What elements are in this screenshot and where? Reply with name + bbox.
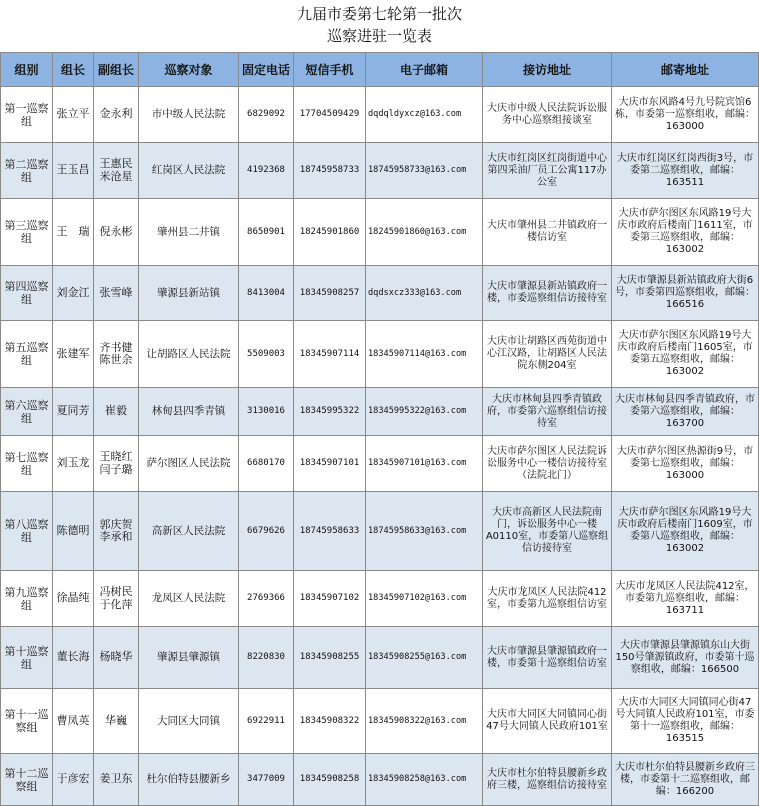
col-header-leader: 组长 bbox=[53, 53, 94, 87]
title-block bbox=[0, 0, 759, 52]
email-cell[interactable]: 18745958733@163.com bbox=[366, 143, 483, 199]
table-row bbox=[1, 199, 759, 266]
table-row bbox=[1, 492, 759, 571]
phone-cell: 6679626 bbox=[239, 492, 294, 571]
page-subtitle: 巡察进驻一览表 bbox=[326, 27, 432, 45]
target-cell: 杜尔伯特县腰新乡 bbox=[139, 754, 239, 806]
visit-address-cell: 大庆市杜尔伯特县腰新乡政府三楼，巡察组信访接待室 bbox=[483, 754, 612, 806]
group-cell: 第六巡察组 bbox=[1, 388, 53, 436]
leader-cell: 王玉昌 bbox=[53, 143, 94, 199]
email-cell[interactable]: 18345995322@163.com bbox=[366, 388, 483, 436]
leader-cell: 张立平 bbox=[53, 87, 94, 143]
target-cell: 肇州县二井镇 bbox=[139, 199, 239, 266]
visit-address-cell: 大庆市林甸县四季青镇政府，市委第六巡察组信访接待室 bbox=[483, 388, 612, 436]
phone-cell: 2769366 bbox=[239, 571, 294, 627]
group-cell: 第二巡察组 bbox=[1, 143, 53, 199]
target-cell: 林甸县四季青镇 bbox=[139, 388, 239, 436]
target-cell: 肇源县肇源镇 bbox=[139, 627, 239, 689]
deputy-cell: 姜卫东 bbox=[94, 754, 139, 806]
deputy-cell: 华巍 bbox=[94, 689, 139, 754]
mobile-cell: 18745958633 bbox=[294, 492, 366, 571]
visit-address-cell: 大庆市龙凤区人民法院412室，市委第九巡察组信访室 bbox=[483, 571, 612, 627]
leader-cell: 刘金江 bbox=[53, 266, 94, 321]
phone-cell: 6680170 bbox=[239, 436, 294, 492]
leader-cell: 董长海 bbox=[53, 627, 94, 689]
mobile-cell: 18345908258 bbox=[294, 754, 366, 806]
phone-cell: 6829092 bbox=[239, 87, 294, 143]
visit-address-cell: 大庆市肇源县新站镇政府一楼，市委巡察组信访接待室 bbox=[483, 266, 612, 321]
email-cell[interactable]: 18345907102@163.com bbox=[366, 571, 483, 627]
phone-cell: 8650901 bbox=[239, 199, 294, 266]
inspection-table bbox=[0, 52, 759, 806]
leader-cell: 刘玉龙 bbox=[53, 436, 94, 492]
phone-cell: 3130016 bbox=[239, 388, 294, 436]
visit-address-cell: 大庆市萨尔图区人民法院诉讼服务中心一楼信访接待室（法院北门） bbox=[483, 436, 612, 492]
table-row bbox=[1, 388, 759, 436]
phone-cell: 5509003 bbox=[239, 321, 294, 388]
deputy-cell: 倪永彬 bbox=[94, 199, 139, 266]
leader-cell: 曹凤英 bbox=[53, 689, 94, 754]
email-cell[interactable]: dqdsxcz333@163.com bbox=[366, 266, 483, 321]
email-cell[interactable]: dqdqldyxcz@163.com bbox=[366, 87, 483, 143]
target-cell: 大同区大同镇 bbox=[139, 689, 239, 754]
leader-cell: 夏同芳 bbox=[53, 388, 94, 436]
group-cell: 第十一巡察组 bbox=[1, 689, 53, 754]
leader-cell: 陈德明 bbox=[53, 492, 94, 571]
mobile-cell: 18345995322 bbox=[294, 388, 366, 436]
leader-cell: 于彦宏 bbox=[53, 754, 94, 806]
target-cell: 萨尔图区人民法院 bbox=[139, 436, 239, 492]
email-cell[interactable]: 18245901860@163.com bbox=[366, 199, 483, 266]
table-row bbox=[1, 571, 759, 627]
page-title: 九届市委第七轮第一批次 bbox=[296, 5, 462, 23]
visit-address-cell: 大庆市高新区人民法院南门，诉讼服务中心一楼A0110室，市委第八巡察组信访接待室 bbox=[483, 492, 612, 571]
visit-address-cell: 大庆市中级人民法院诉讼服务中心巡察组接谈室 bbox=[483, 87, 612, 143]
table-row bbox=[1, 436, 759, 492]
table-row bbox=[1, 754, 759, 806]
deputy-cell: 王惠民米沧星 bbox=[94, 143, 139, 199]
mail-address-cell: 大庆市大同区大同镇同心街47号大同镇人民政府101室，市委第十一巡察组收，邮编：163515 bbox=[612, 689, 759, 754]
table-row bbox=[1, 689, 759, 754]
group-cell: 第五巡察组 bbox=[1, 321, 53, 388]
col-header-mail-address: 邮寄地址 bbox=[612, 53, 759, 87]
deputy-cell: 张雪峰 bbox=[94, 266, 139, 321]
leader-cell: 张建军 bbox=[53, 321, 94, 388]
group-cell: 第十巡察组 bbox=[1, 627, 53, 689]
mobile-cell: 18345907114 bbox=[294, 321, 366, 388]
mobile-cell: 18345908255 bbox=[294, 627, 366, 689]
col-header-mobile: 短信手机 bbox=[294, 53, 366, 87]
leader-cell: 徐晶纯 bbox=[53, 571, 94, 627]
mail-address-cell: 大庆市萨尔图区东风路19号大庆市政府后楼南门1609室，市委第八巡察组收，邮编：163002 bbox=[612, 492, 759, 571]
group-cell: 第八巡察组 bbox=[1, 492, 53, 571]
mobile-cell: 17704509429 bbox=[294, 87, 366, 143]
phone-cell: 4192368 bbox=[239, 143, 294, 199]
deputy-cell: 崔毅 bbox=[94, 388, 139, 436]
email-cell[interactable]: 18345908258@163.com bbox=[366, 754, 483, 806]
col-header-phone: 固定电话 bbox=[239, 53, 294, 87]
table-row bbox=[1, 143, 759, 199]
email-cell[interactable]: 18345907101@163.com bbox=[366, 436, 483, 492]
mail-address-cell: 大庆市萨尔图区东风路19号大庆市政府后楼南门1611室，市委第三巡察组收，邮编：163002 bbox=[612, 199, 759, 266]
col-header-target: 巡察对象 bbox=[139, 53, 239, 87]
mail-address-cell: 大庆市林甸县四季青镇政府，市委第六巡察组收，邮编：163700 bbox=[612, 388, 759, 436]
mail-address-cell: 大庆市肇源县肇源镇东山大街150号肇源镇政府，市委第十巡察组收，邮编：166500 bbox=[612, 627, 759, 689]
col-header-visit-address: 接访地址 bbox=[483, 53, 612, 87]
group-cell: 第九巡察组 bbox=[1, 571, 53, 627]
email-cell[interactable]: 18345908255@163.com bbox=[366, 627, 483, 689]
mail-address-cell: 大庆市龙凤区人民法院412室，市委第九巡察组收，邮编：163711 bbox=[612, 571, 759, 627]
mail-address-cell: 大庆市肇源县新站镇政府大街6号，市委第四巡察组收，邮编：166516 bbox=[612, 266, 759, 321]
mobile-cell: 18345908257 bbox=[294, 266, 366, 321]
col-header-deputy: 副组长 bbox=[94, 53, 139, 87]
mobile-cell: 18345908322 bbox=[294, 689, 366, 754]
deputy-cell: 金永利 bbox=[94, 87, 139, 143]
table-row bbox=[1, 87, 759, 143]
col-header-group: 组别 bbox=[1, 53, 53, 87]
phone-cell: 8413004 bbox=[239, 266, 294, 321]
mail-address-cell: 大庆市萨尔图区热源街9号，市委第七巡察组收，邮编：163000 bbox=[612, 436, 759, 492]
group-cell: 第四巡察组 bbox=[1, 266, 53, 321]
email-cell[interactable]: 18745958633@163.com bbox=[366, 492, 483, 571]
col-header-email: 电子邮箱 bbox=[366, 53, 483, 87]
target-cell: 让胡路区人民法院 bbox=[139, 321, 239, 388]
group-cell: 第七巡察组 bbox=[1, 436, 53, 492]
table-row bbox=[1, 627, 759, 689]
mail-address-cell: 大庆市杜尔伯特县腰新乡政府三楼，市委第十二巡察组收，邮编：166200 bbox=[612, 754, 759, 806]
mobile-cell: 18245901860 bbox=[294, 199, 366, 266]
mobile-cell: 18745958733 bbox=[294, 143, 366, 199]
leader-cell: 王 瑞 bbox=[53, 199, 94, 266]
phone-cell: 6922911 bbox=[239, 689, 294, 754]
visit-address-cell: 大庆市大同区大同镇同心街47号大同镇人民政府101室 bbox=[483, 689, 612, 754]
deputy-cell: 郭庆贺李承和 bbox=[94, 492, 139, 571]
target-cell: 红岗区人民法院 bbox=[139, 143, 239, 199]
visit-address-cell: 大庆市肇源县肇源镇政府一楼，市委第十巡察组信访室 bbox=[483, 627, 612, 689]
deputy-cell: 齐书健陈世余 bbox=[94, 321, 139, 388]
email-cell[interactable]: 18345907114@163.com bbox=[366, 321, 483, 388]
header-row bbox=[1, 53, 759, 87]
mail-address-cell: 大庆市东风路4号九号院宾馆6栋，市委第一巡察组收，邮编：163000 bbox=[612, 87, 759, 143]
table-row bbox=[1, 266, 759, 321]
mail-address-cell: 大庆市萨尔图区东风路19号大庆市政府后楼南门1605室，市委第五巡察组收，邮编：163002 bbox=[612, 321, 759, 388]
deputy-cell: 王晓红闫子璐 bbox=[94, 436, 139, 492]
mobile-cell: 18345907102 bbox=[294, 571, 366, 627]
phone-cell: 8220830 bbox=[239, 627, 294, 689]
group-cell: 第三巡察组 bbox=[1, 199, 53, 266]
mail-address-cell: 大庆市红岗区红岗西街3号，市委第二巡察组收，邮编：163511 bbox=[612, 143, 759, 199]
deputy-cell: 杨晓华 bbox=[94, 627, 139, 689]
visit-address-cell: 大庆市让胡路区西苑街道中心江汉路，让胡路区人民法院东侧204室 bbox=[483, 321, 612, 388]
email-cell[interactable]: 18345908322@163.com bbox=[366, 689, 483, 754]
mobile-cell: 18345907101 bbox=[294, 436, 366, 492]
group-cell: 第十二巡察组 bbox=[1, 754, 53, 806]
visit-address-cell: 大庆市红岗区红岗街道中心第四采油厂员工公寓117办公室 bbox=[483, 143, 612, 199]
table-row bbox=[1, 321, 759, 388]
visit-address-cell: 大庆市肇州县二井镇政府一楼信访室 bbox=[483, 199, 612, 266]
target-cell: 高新区人民法院 bbox=[139, 492, 239, 571]
target-cell: 肇源县新站镇 bbox=[139, 266, 239, 321]
target-cell: 龙凤区人民法院 bbox=[139, 571, 239, 627]
group-cell: 第一巡察组 bbox=[1, 87, 53, 143]
phone-cell: 3477009 bbox=[239, 754, 294, 806]
target-cell: 市中级人民法院 bbox=[139, 87, 239, 143]
deputy-cell: 冯树民于化萍 bbox=[94, 571, 139, 627]
